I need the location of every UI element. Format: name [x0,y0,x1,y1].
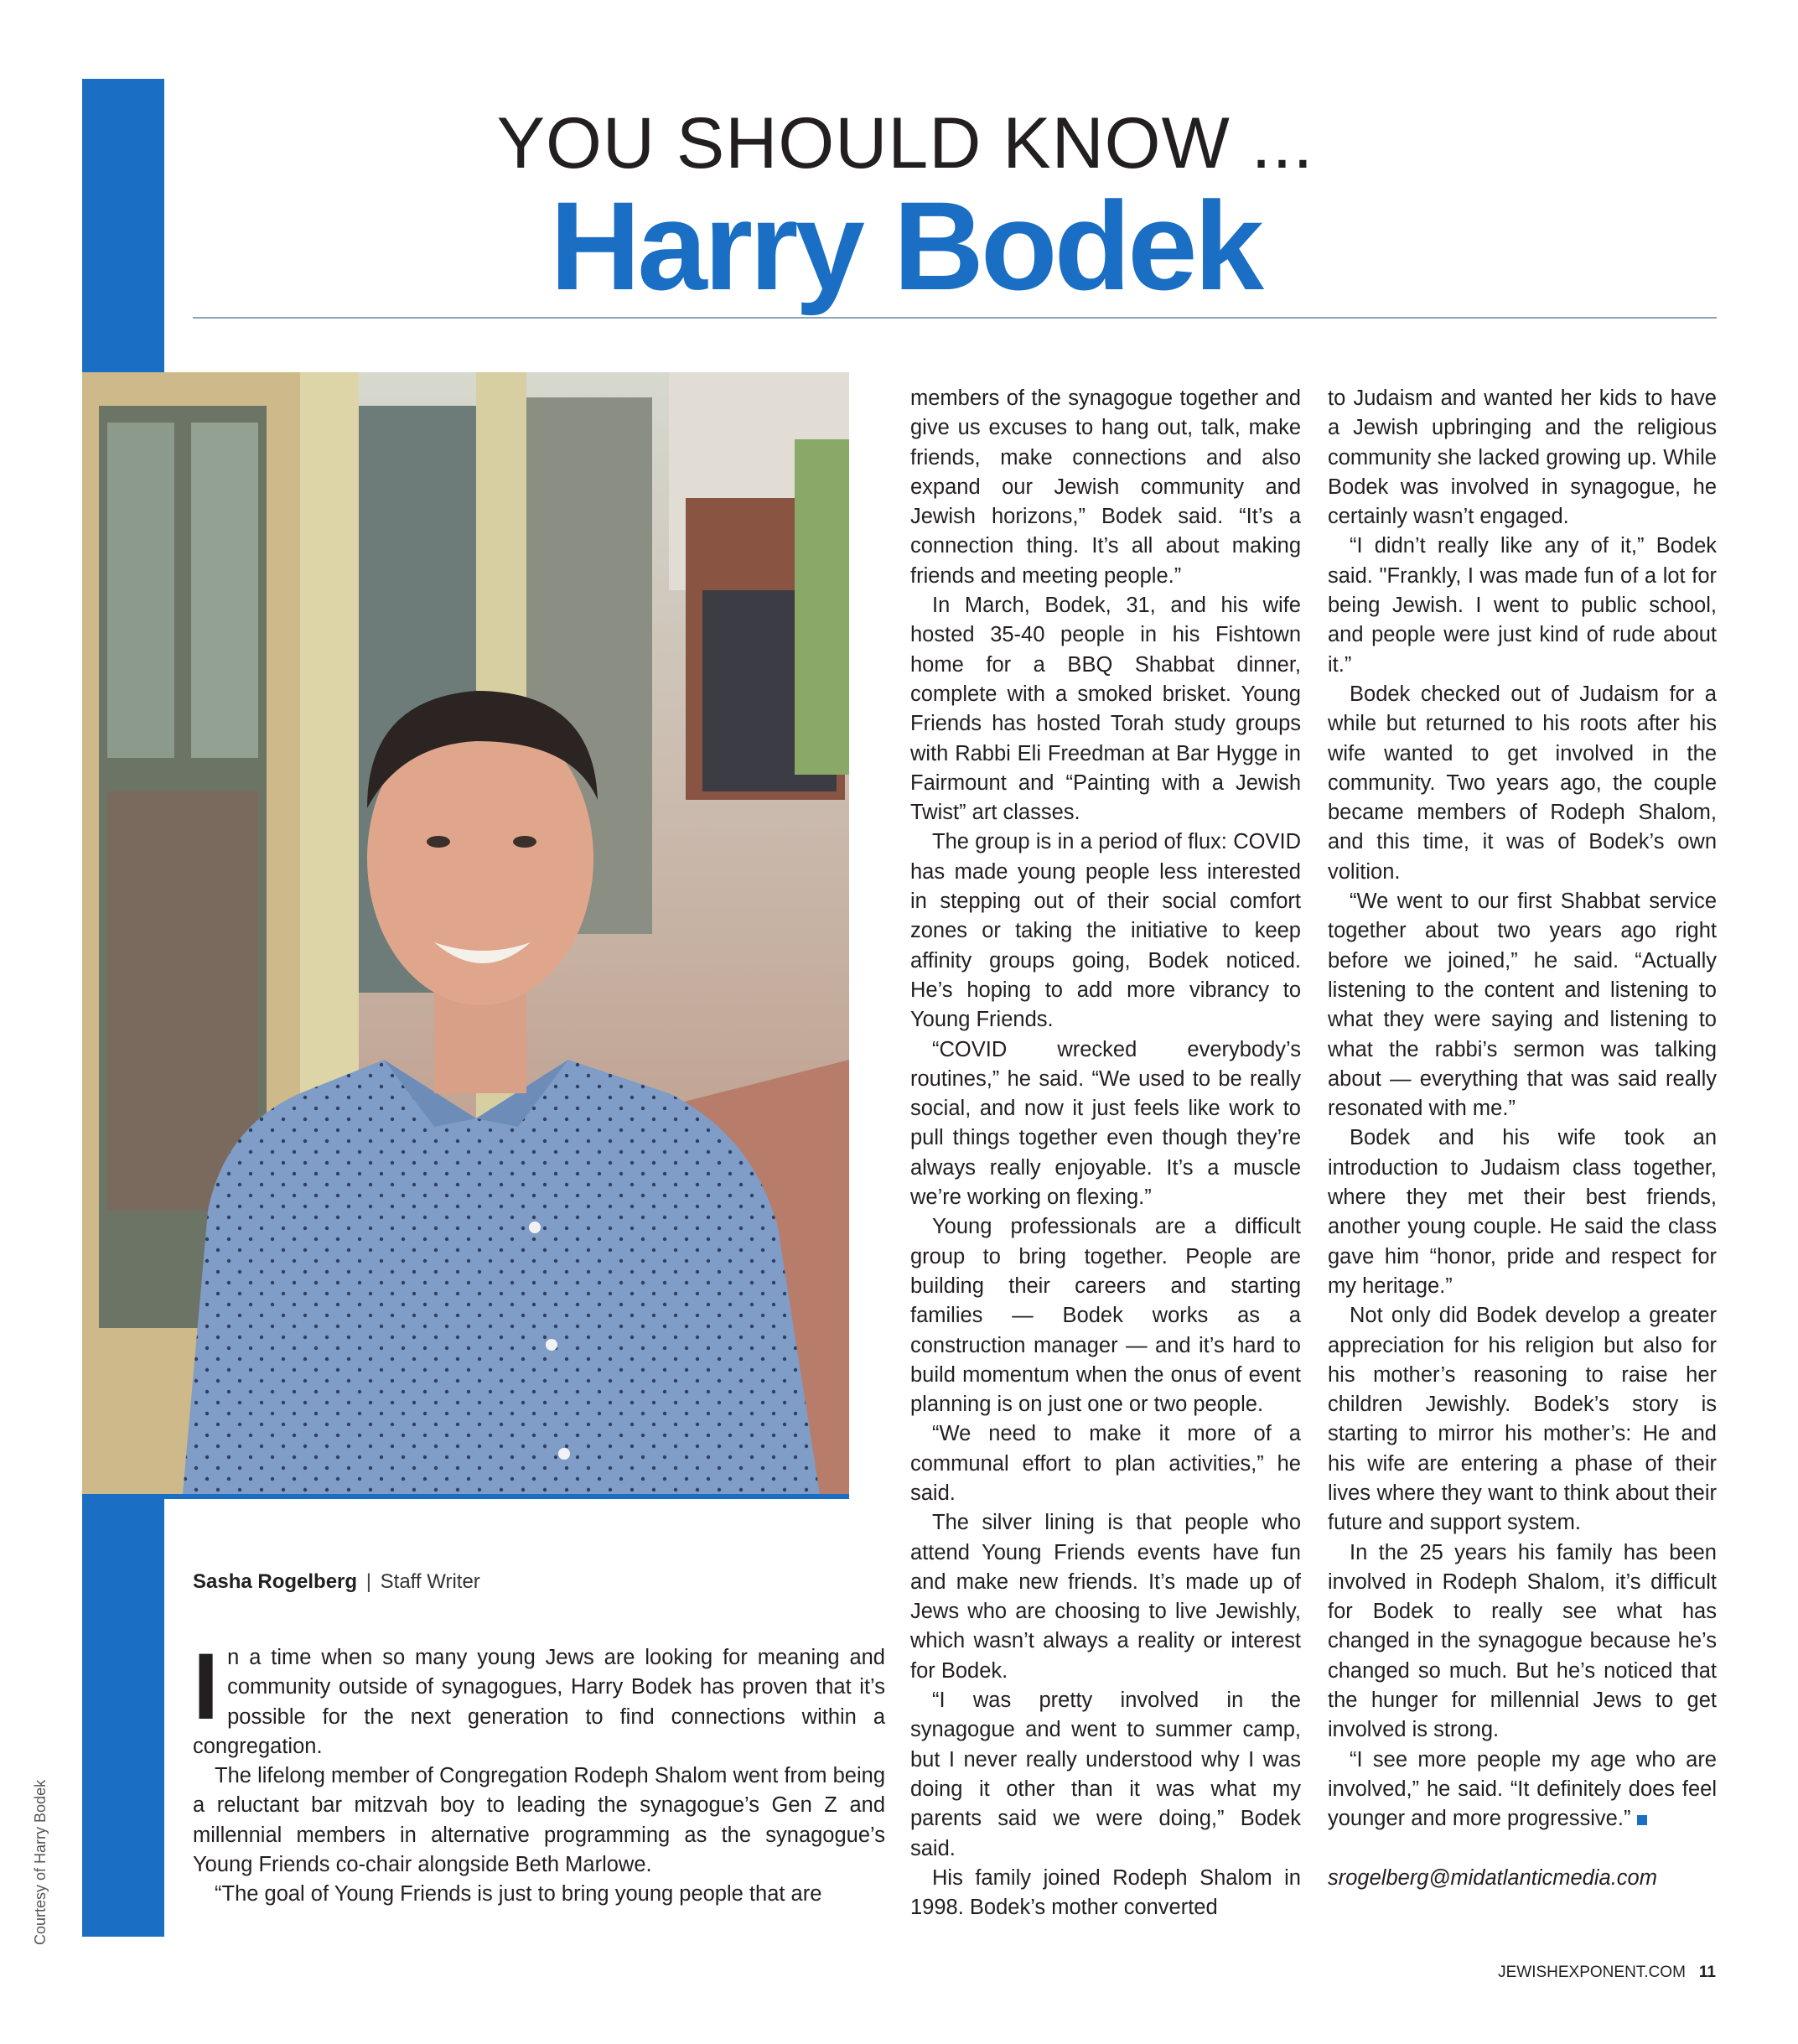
article-column-3 [1328,384,1717,1893]
paragraph [1328,1746,1717,1834]
paragraph-text: “I see more people my age who are involved,” he said. “It definitely does feel younger and more progressive.” [1328,1747,1717,1831]
photo-credit: Courtesy of Harry Bodek [32,1779,49,1945]
paragraph: “COVID wrecked everybody’s routines,” he said. “We used to be really social, and now it just feels like work to pull things together even though they’re always really enjoyable. It’s a muscle we’re working on flexing.” [910,1037,1301,1210]
paragraph: His family joined Rodeph Shalom in 1998. Bodek’s mother converted [910,1865,1301,1920]
paragraph: The silver lining is that people who attend Young Friends events have fun and make new friends. It’s made up of Jews who are choosing to live Jewishly, which wasn’t always a reality or interest for Bodek. [910,1511,1301,1683]
paragraph: “I didn’t really like any of it,” Bodek said. "Frankly, I was made fun of a lot for being Jewish. I went to public school, and people were just kind of rude about it.” [1328,534,1717,677]
paragraph: Bodek and his wife took an introduction to Judaism class together, where they met their best friends, another young couple. He said the class gave him “honor, pride and respect for my heritage.” [1328,1126,1717,1298]
end-mark-icon [1637,1815,1647,1825]
article-column-1 [193,1634,885,1910]
author-role: Staff Writer [380,1570,480,1593]
page-number: 11 [1698,1964,1716,1981]
accent-bar-bottom [82,1494,164,1937]
paragraph: to Judaism and wanted her kids to have a Jewish upbringing and the religious community she lacked growing up. While Bodek was involved in synagogue, he certainly wasn’t engaged. [1328,386,1717,529]
header-rule [193,317,1717,319]
paragraph-text: n a time when so many young Jews are looking for meaning and community outside of synagogues, Harry Bodek has proven that it’s possible for the next generation to find connections within a congregation. [193,1646,885,1758]
paragraph: In the 25 years his family has been involved in Rodeph Shalom, it’s difficult for Bodek to really see what has changed in the synagogue because he’s changed so much. But he’s noticed that the hunger for millennial Jews to get involved is strong. [1328,1540,1717,1742]
byline-separator: | [365,1570,371,1593]
kicker: YOU SHOULD KNOW ... [496,103,1314,184]
article-column-2 [910,384,1301,1922]
accent-bar-top [82,79,164,374]
dropcap: I [193,1634,220,1739]
paragraph [193,1634,885,1761]
paragraph: Not only did Bodek develop a greater appreciation for his religion but also for his mother’s reasoning to raise her children Jewishly. Bodek’s story is starting to mirror his mother’s: He and his wife are entering a phase of their lives where they want to think about their future and support system. [1328,1304,1717,1535]
paragraph: Bodek checked out of Judaism for a while but returned to his roots after his wife wanted to get involved in the community. Two years ago, the couple became members of Rodeph Shalom, and this time, it was of Bodek’s own volition. [1328,682,1717,884]
byline [193,1570,480,1594]
paragraph: “We need to make it more of a communal effort to plan activities,” he said. [910,1422,1301,1505]
paragraph: The group is in a period of flux: COVID has made young people less interested in stepping out of their social comfort zones or taking the initiative to keep affinity groups going, Bodek noticed. He’s hoping to add more vibrancy to Young Friends. [910,830,1301,1032]
footer-site[interactable]: JEWISHEXPONENT.COM [1498,1964,1686,1981]
author-name: Sasha Rogelberg [193,1570,358,1593]
paragraph: In March, Bodek, 31, and his wife hosted 35-40 people in his Fishtown home for a BBQ Shabbat dinner, complete with a smoked brisket. Young Friends has hosted Torah study groups with Rabbi Eli Freedman at Bar Hygge in Fairmount and “Painting with a Jewish Twist” art classes. [910,594,1301,825]
paragraph: members of the synagogue together and give us excuses to hang out, talk, make friends, make connections and also expand our Jewish community and Jewish horizons,” Bodek said. “It’s a connection thing. It’s all about making friends and meeting people.” [910,386,1301,588]
paragraph: “I was pretty involved in the synagogue and went to summer camp, but I never really understood why I was doing it other than it was what my parents said we were doing,” Bodek said. [910,1689,1301,1860]
paragraph: The lifelong member of Congregation Rodeph Shalom went from being a reluctant bar mitzvah boy to leading the synagogue’s Gen Z and millennial members in alternative programming as the synagogue’s Young Friends co-chair alongside Beth Marlowe. [193,1764,885,1877]
page-footer [1498,1964,1716,1982]
paragraph: Young professionals are a difficult group to bring together. People are building their careers and starting families — Bodek works as a construction manager — and it’s hard to build momentum when the onus of event planning is on just one or two people. [910,1215,1301,1417]
headline: Harry Bodek [549,175,1262,316]
paragraph: “We went to our first Shabbat service together about two years ago right before we joined,” he said. “Actually listening to the content and listening to what they were saying and listening to what the rabbi’s sermon was talking about — everything that was said really resonated with me.” [1328,890,1717,1121]
photo-border [82,1494,849,1499]
portrait-photo [82,372,849,1494]
author-email[interactable]: srogelberg@midatlanticmedia.com [1328,1865,1657,1890]
paragraph: “The goal of Young Friends is just to bring young people that are [215,1882,822,1907]
